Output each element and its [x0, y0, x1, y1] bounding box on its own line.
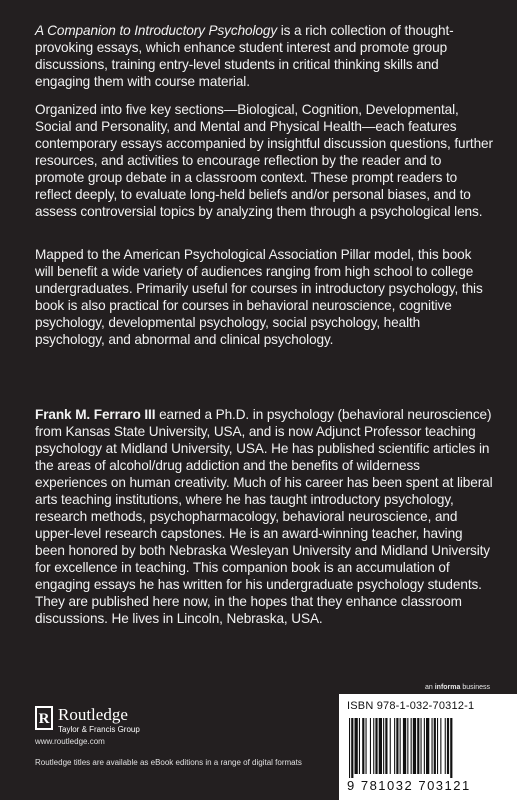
description-text-3: Mapped to the American Psychological Association Pillar model, this book will benefit a wide variety of audiences ranging from high school to college undergraduates. Primarily useful for courses in introductory psychology, this book is also practical for courses in behavioral neuroscience, cognitive psychology, developmental psychology, social psychology, health psychology, and abnormal and clinical psychology. — [35, 247, 483, 347]
author-bio — [35, 406, 493, 627]
description-paragraph-3 — [35, 246, 493, 348]
routledge-logo-letter: R — [38, 711, 50, 727]
barcode-digits: 9 781032 703121 — [347, 778, 471, 793]
description-paragraph-2 — [35, 101, 493, 220]
publisher-website[interactable]: www.routledge.com — [35, 737, 105, 746]
publisher-name: Routledge — [58, 705, 128, 724]
description-text-1: is a rich collection of thought-provoking essays, which enhance student interest and promote group discussions, training entry-level students in critical thinking skills and engaging them with course material. — [35, 23, 454, 89]
description-paragraph-1 — [35, 22, 493, 90]
routledge-logo-icon — [35, 706, 53, 730]
author-name: Frank M. Ferraro III — [35, 407, 156, 422]
publisher-group: Taylor & Francis Group — [58, 725, 140, 734]
description-text-2: Organized into five key sections—Biological, Cognition, Developmental, Social and Personality, and Mental and Physical Health—each features contemporary essays accompanied by insightful discussion questions, further resources, and activities to encourage reflection by the reader and to promote group debate in a classroom context. These prompt readers to reflect deeply, to evaluate long-held beliefs and/or personal biases, and to assess controversial topics by analyzing them through a psychological lens. — [35, 102, 493, 219]
author-bio-text: earned a Ph.D. in psychology (behavioral neuroscience) from Kansas State University, USA, and is now Adjunct Professor teaching psychology at Midland University, USA. He has published scientific articles in the areas of alcohol/drug addiction and the benefits of wilderness experiences on human creativity. Much of his career has been spent at liberal arts teaching institutions, where he has taught introductory psychology, research methods, psychopharmacology, behavioral neuroscience, and upper-level research capstones. He is an award-winning teacher, having been honored by both Nebraska Wesleyan University and Midland University for excellence in teaching. This companion book is an accumulation of engaging essays he has written for his undergraduate psychology students. They are published here now, in the hopes that they enhance classroom discussions. He lives in Lincoln, Nebraska, USA. — [35, 407, 493, 626]
barcode-bars — [347, 718, 497, 778]
isbn-label: ISBN 978-1-032-70312-1 — [347, 700, 475, 712]
book-title: A Companion to Introductory Psychology — [35, 23, 278, 38]
isbn-barcode — [339, 694, 517, 800]
ebook-note: Routledge titles are available as eBook editions in a range of digital formats — [35, 758, 302, 767]
informa-business-label: an informa business — [425, 684, 490, 691]
